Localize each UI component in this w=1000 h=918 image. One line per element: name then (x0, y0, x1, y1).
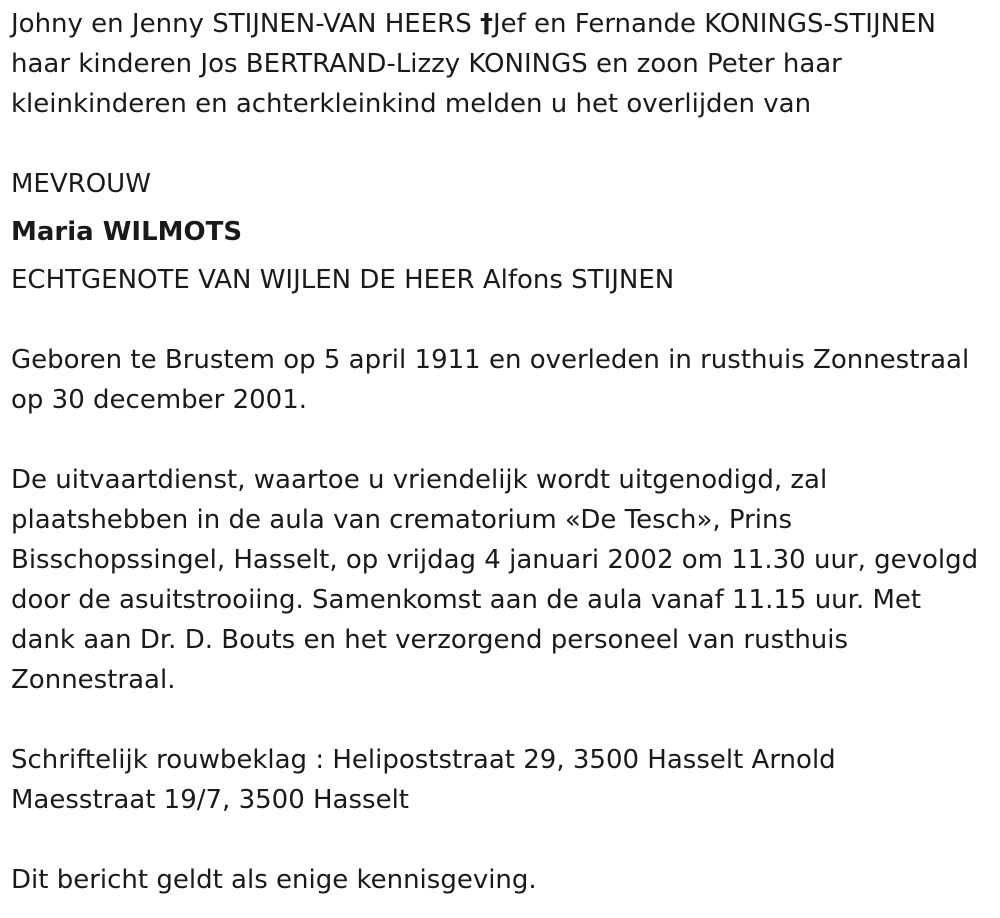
closing-text: Dit bericht geldt als enige kennisgeving. (11, 865, 537, 895)
service-line-5: dank aan Dr. D. Bouts en het verzorgend personeel van rusthuis (11, 625, 849, 655)
service-line-4: door de asuitstrooiing. Samenkomst aan de aula vanaf 11.15 uur. Met (11, 585, 922, 615)
deceased-title: MEVROUW (11, 169, 151, 199)
service-paragraph (11, 460, 989, 700)
spacer-small (11, 204, 989, 212)
service-line-1: De uitvaartdienst, waartoe u vriendelijk wordt uitgenodigd, zal (11, 465, 828, 495)
family-line-3: kleinkinderen en achterkleinkind melden u het overlijden van (11, 89, 812, 119)
deceased-relation: ECHTGENOTE VAN WIJLEN DE HEER Alfons STIJNEN (11, 265, 675, 295)
dates-line-2: op 30 december 2001. (11, 385, 308, 415)
condolences-paragraph (11, 740, 989, 820)
spacer (11, 300, 989, 340)
dates-line-1: Geboren te Brustem op 5 april 1911 en overleden in rusthuis Zonnestraal (11, 345, 970, 375)
spacer (11, 820, 989, 860)
cross-icon: † (479, 9, 493, 39)
family-second-names: Jef en Fernande KONINGS-STIJNEN (492, 9, 936, 39)
death-notice (11, 4, 989, 900)
dates-paragraph (11, 340, 989, 420)
deceased-block (11, 164, 989, 300)
spacer-small (11, 252, 989, 260)
family-first-names: Johny en Jenny STIJNEN-VAN HEERS (11, 9, 480, 39)
condolences-line-2: Maesstraat 19/7, 3500 Hasselt (11, 785, 409, 815)
deceased-name: Maria WILMOTS (11, 217, 243, 247)
spacer (11, 700, 989, 740)
service-line-2: plaatshebben in de aula van crematorium «De Tesch», Prins (11, 505, 793, 535)
service-line-6: Zonnestraal. (11, 665, 176, 695)
spacer (11, 124, 989, 164)
condolences-line-1: Schriftelijk rouwbeklag : Helipoststraat 29, 3500 Hasselt Arnold (11, 745, 836, 775)
spacer (11, 420, 989, 460)
family-announcement (11, 4, 989, 124)
service-line-3: Bisschopssingel, Hasselt, op vrijdag 4 januari 2002 om 11.30 uur, gevolgd (11, 545, 979, 575)
family-line-2: haar kinderen Jos BERTRAND-Lizzy KONINGS en zoon Peter haar (11, 49, 842, 79)
family-line-1 (11, 4, 989, 44)
